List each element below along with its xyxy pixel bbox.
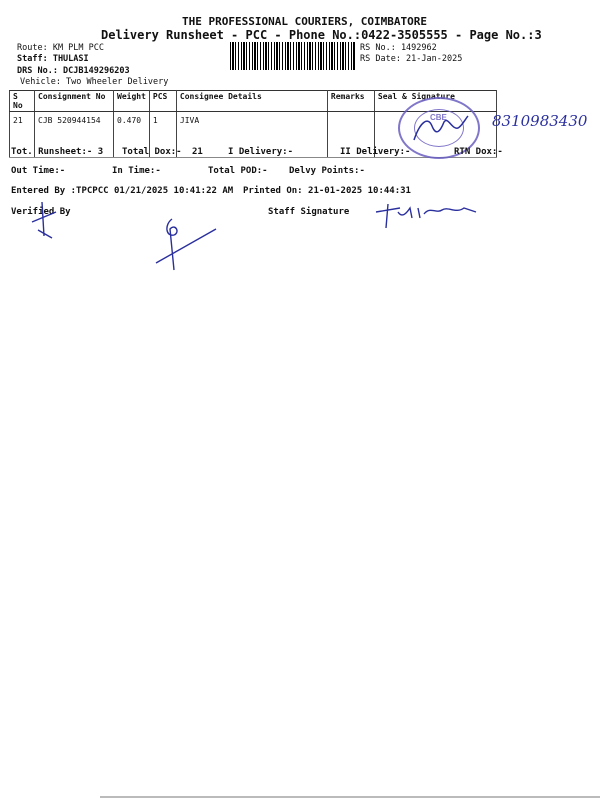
col-seal: Seal & Signature: [374, 91, 496, 112]
stamp-text: CBE: [430, 113, 447, 122]
ii-delivery: II Delivery:-: [340, 147, 411, 157]
cell-pcs: 1: [149, 112, 176, 158]
staff-signature: [372, 198, 482, 230]
handwritten-phone: 8310983430: [492, 112, 588, 130]
col-consignee: Consignee Details: [176, 91, 327, 112]
col-consignment: Consignment No: [35, 91, 114, 112]
verified-by-label: Verified By: [11, 207, 71, 217]
company-title: THE PROFESSIONAL COURIERS, COIMBATORE: [182, 15, 428, 28]
entered-by: Entered By :TPCPCC 01/21/2025 10:41:22 AM: [11, 186, 234, 196]
total-dox-value: 21: [192, 147, 203, 157]
barcode: [230, 42, 355, 70]
out-time: Out Time:-: [11, 166, 66, 176]
total-dox-label: Total Dox:-: [122, 147, 182, 157]
rs-number: RS No.: 1492962: [360, 43, 437, 53]
receiver-signature: [410, 112, 470, 147]
col-sno: S No: [10, 91, 35, 112]
rs-date: RS Date: 21-Jan-2025: [360, 54, 463, 64]
col-remarks: Remarks: [327, 91, 374, 112]
cell-weight: 0.470: [114, 112, 150, 158]
page-bottom-edge: [100, 796, 600, 798]
rtn-dox: RTN Dox:-: [454, 147, 503, 157]
cell-consignee: JIVA: [176, 112, 327, 158]
staff-signature-label: Staff Signature: [268, 207, 350, 217]
col-weight: Weight: [114, 91, 150, 112]
staff-label: Staff: THULASI: [17, 54, 89, 64]
total-runsheet: Tot. Runsheet:- 3: [11, 147, 104, 157]
drs-number: DRS No.: DCJB149296203: [17, 66, 130, 76]
col-pcs: PCS: [149, 91, 176, 112]
vehicle-label: Vehicle: Two Wheeler Delivery: [20, 77, 169, 87]
verifier-mark: [28, 200, 63, 240]
cell-sno: 21: [10, 112, 35, 158]
printed-on: Printed On: 21-01-2025 10:44:31: [243, 186, 411, 196]
cell-consignment: CJB 520944154: [35, 112, 114, 158]
route-label: Route: KM PLM PCC: [17, 43, 104, 53]
total-pod: Total POD:-: [208, 166, 268, 176]
i-delivery: I Delivery:-: [228, 147, 294, 157]
in-time: In Time:-: [112, 166, 161, 176]
verifier-signature: [150, 215, 220, 275]
runsheet-subtitle: Delivery Runsheet - PCC - Phone No.:0422-3505555 - Page No.:3: [101, 28, 542, 42]
delvy-points: Delvy Points:-: [289, 166, 365, 176]
